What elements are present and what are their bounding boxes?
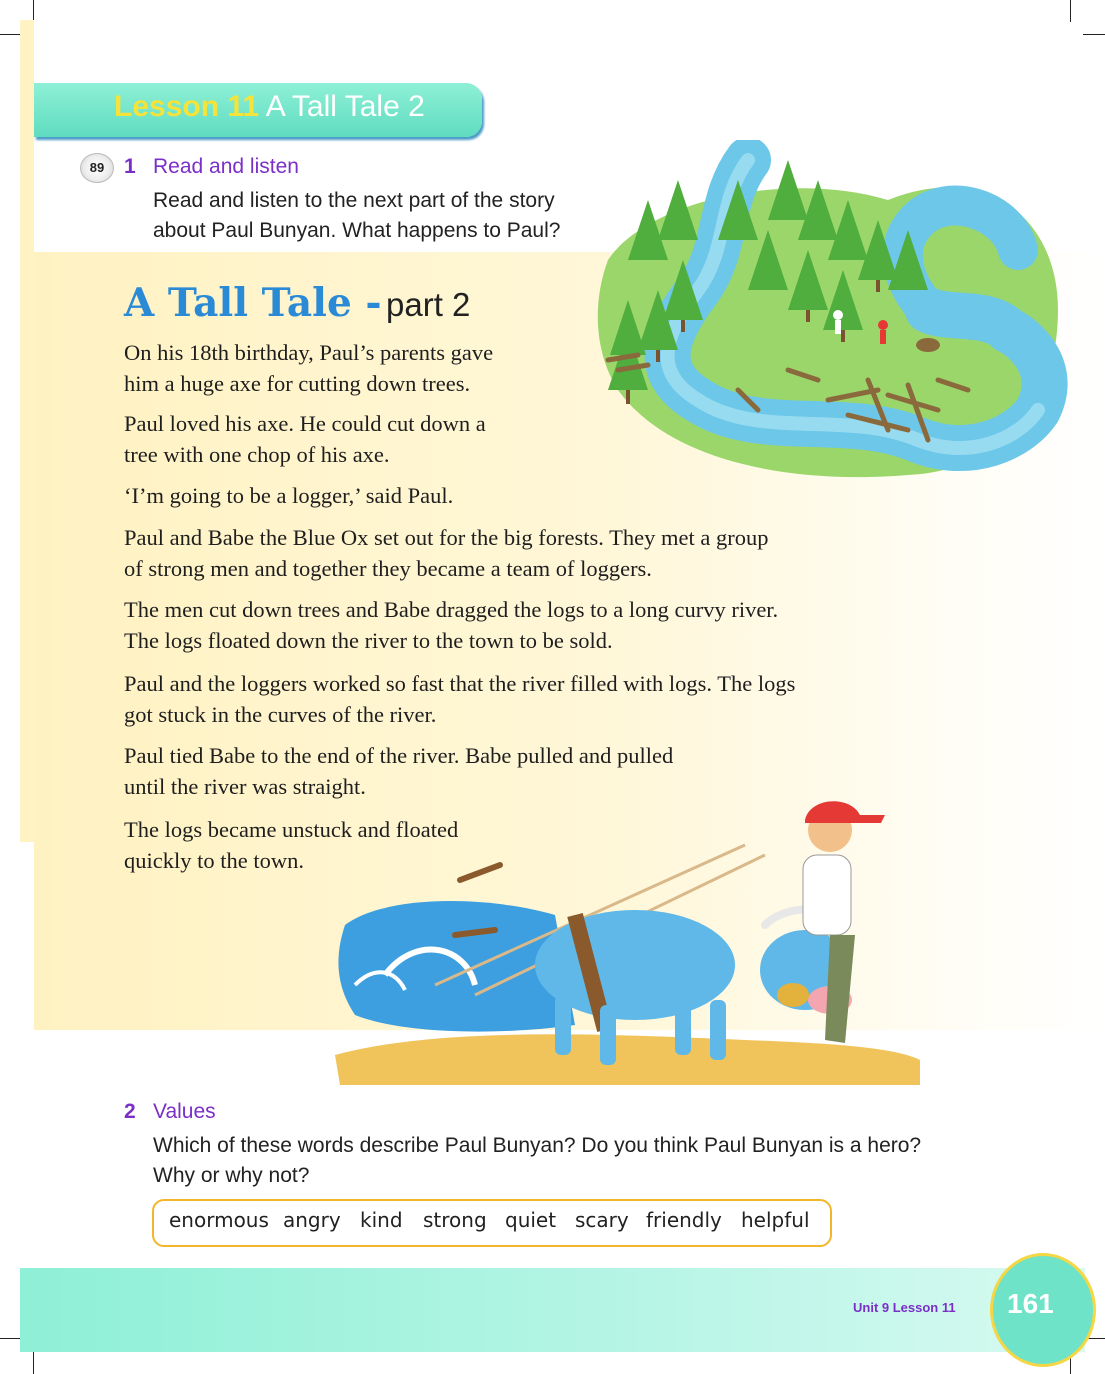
unit-lesson-label: Unit 9 Lesson 11 bbox=[853, 1300, 956, 1315]
story-title-part: part 2 bbox=[386, 286, 471, 323]
word-bank-item: friendly bbox=[646, 1208, 722, 1232]
story-paragraph bbox=[124, 594, 778, 656]
crop-mark bbox=[0, 1338, 22, 1339]
river-forest-illustration bbox=[588, 140, 1068, 485]
story-paragraph bbox=[124, 337, 493, 399]
story-paragraph bbox=[124, 408, 486, 470]
word-bank-item: quiet bbox=[505, 1208, 557, 1232]
word-bank-item: helpful bbox=[741, 1208, 810, 1232]
story-paragraph bbox=[124, 522, 768, 584]
story-line: tree with one chop of his axe. bbox=[124, 442, 390, 467]
crop-mark bbox=[0, 34, 22, 35]
lesson-heading bbox=[114, 90, 425, 124]
crop-mark bbox=[33, 0, 34, 22]
story-line: until the river was straight. bbox=[124, 774, 366, 799]
story-line: ‘I’m going to be a logger,’ said Paul. bbox=[124, 483, 454, 508]
word-bank-item: scary bbox=[575, 1208, 629, 1232]
section-1-instruction bbox=[153, 186, 560, 246]
word-bank-item: enormous bbox=[169, 1208, 269, 1232]
story-line: Paul tied Babe to the end of the river. Babe pulled and pulled bbox=[124, 743, 674, 768]
story-line: of strong men and together they became a team of loggers. bbox=[124, 556, 652, 581]
crop-mark bbox=[1083, 34, 1105, 35]
story-title-main: A Tall Tale - bbox=[124, 280, 382, 326]
section-2-number: 2 bbox=[124, 1100, 136, 1123]
word-bank-item: strong bbox=[423, 1208, 487, 1232]
word-bank-item: angry bbox=[283, 1208, 341, 1232]
section-1-number: 1 bbox=[124, 155, 136, 178]
lesson-label: Lesson 11 bbox=[114, 90, 260, 123]
page-number: 161 bbox=[1007, 1288, 1054, 1319]
story-line: The men cut down trees and Babe dragged the logs to a long curvy river. bbox=[124, 597, 779, 622]
word-bank-item: kind bbox=[360, 1208, 403, 1232]
story-line: Paul and the loggers worked so fast that the river filled with logs. The logs bbox=[124, 671, 796, 696]
story-line: On his 18th birthday, Paul’s parents gave bbox=[124, 340, 494, 365]
section-2-question bbox=[153, 1131, 921, 1191]
audio-track-cd-icon[interactable]: 89 bbox=[80, 153, 114, 183]
story-line: Paul loved his axe. He could cut down a bbox=[124, 411, 486, 436]
story-line: Paul and Babe the Blue Ox set out for the big forests. They met a group bbox=[124, 525, 769, 550]
lesson-title: A Tall Tale 2 bbox=[265, 90, 425, 123]
story-line: The logs became unstuck and floated bbox=[124, 817, 459, 842]
crop-mark bbox=[33, 1352, 34, 1374]
story-line: quickly to the town. bbox=[124, 848, 304, 873]
story-line: got stuck in the curves of the river. bbox=[124, 702, 437, 727]
crop-mark bbox=[1070, 0, 1071, 22]
paul-and-babe-illustration bbox=[325, 785, 925, 1090]
section-2-title: Values bbox=[153, 1100, 216, 1123]
story-line: him a huge axe for cutting down trees. bbox=[124, 371, 471, 396]
story-line: The logs floated down the river to the town to be sold. bbox=[124, 628, 613, 653]
story-paragraph bbox=[124, 480, 453, 511]
left-margin-stripe bbox=[20, 20, 34, 842]
story-title bbox=[124, 280, 470, 326]
section-1-title: Read and listen bbox=[153, 155, 299, 178]
instruction-line: Read and listen to the next part of the story bbox=[153, 189, 555, 212]
instruction-line: about Paul Bunyan. What happens to Paul? bbox=[153, 219, 561, 242]
story-paragraph bbox=[124, 668, 795, 730]
question-line: Which of these words describe Paul Bunyan? Do you think Paul Bunyan is a hero? bbox=[153, 1134, 922, 1157]
question-line: Why or why not? bbox=[153, 1164, 310, 1187]
